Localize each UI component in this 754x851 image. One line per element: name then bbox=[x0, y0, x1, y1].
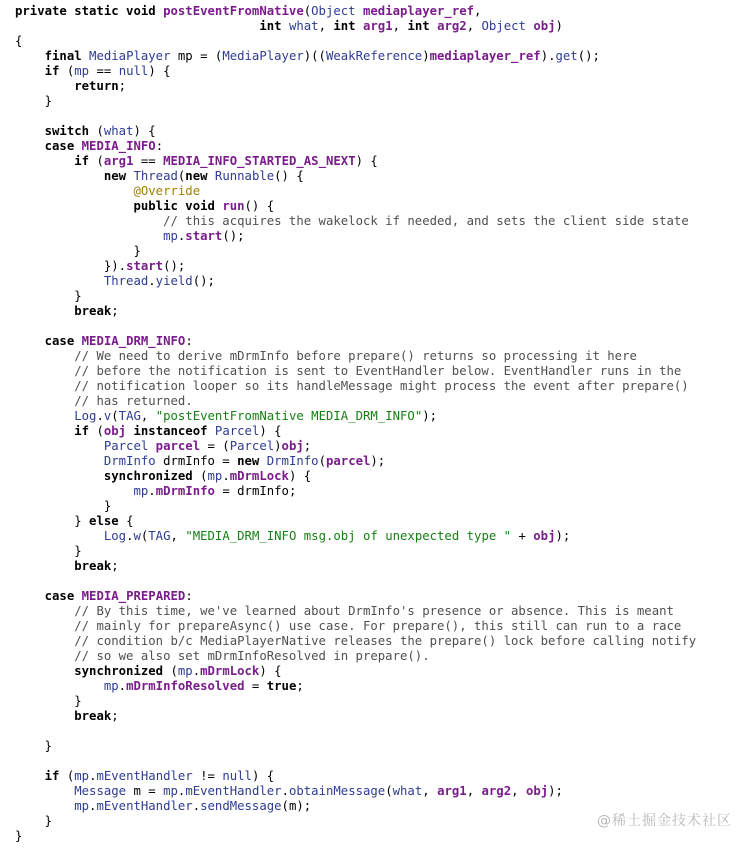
code-token: ( bbox=[303, 4, 312, 18]
code-token bbox=[15, 124, 45, 138]
code-line bbox=[15, 499, 696, 514]
code-token: instanceof bbox=[133, 424, 215, 438]
code-token: @Override bbox=[133, 184, 201, 198]
code-line bbox=[15, 139, 696, 154]
code-token: ); bbox=[422, 409, 438, 423]
code-line bbox=[15, 529, 696, 544]
code-token: DrmInfo bbox=[103, 454, 164, 468]
code-token: private static void bbox=[15, 4, 164, 18]
code-token: obj bbox=[525, 784, 549, 798]
code-token: ( bbox=[111, 409, 119, 423]
code-token: ); bbox=[555, 529, 571, 543]
code-token: ) bbox=[555, 19, 563, 33]
code-token bbox=[15, 634, 74, 648]
code-token: // By this time, we've learned about DrmInfo's presence or absence. This is meant bbox=[74, 604, 674, 618]
code-token: WeakReference bbox=[325, 49, 423, 63]
code-token bbox=[15, 304, 74, 318]
code-token: (); bbox=[222, 229, 245, 243]
code-token: MEDIA_INFO_STARTED_AS_NEXT bbox=[163, 154, 356, 168]
code-token: ; bbox=[303, 439, 312, 453]
code-token: mDrmInfoResolved bbox=[126, 679, 245, 693]
code-token: ; bbox=[111, 559, 119, 573]
code-token: what bbox=[288, 19, 319, 33]
code-token: // this acquires the wakelock if needed, and sets the client side state bbox=[163, 214, 689, 228]
code-token: : bbox=[185, 589, 193, 603]
code-token: (); bbox=[163, 259, 186, 273]
code-token: "postEventFromNative MEDIA_DRM_INFO" bbox=[155, 409, 423, 423]
code-token bbox=[15, 439, 104, 453]
code-token: MEDIA_PREPARED bbox=[81, 589, 186, 603]
code-listing bbox=[15, 4, 696, 844]
code-line bbox=[15, 694, 696, 709]
code-token: m = bbox=[133, 784, 164, 798]
code-token: Object bbox=[311, 4, 363, 18]
code-token: parcel bbox=[325, 454, 371, 468]
code-token: () { bbox=[244, 199, 275, 213]
code-token: int bbox=[333, 19, 363, 33]
code-line bbox=[15, 4, 696, 19]
code-token: , bbox=[422, 784, 438, 798]
code-token bbox=[15, 769, 45, 783]
code-token: mDrmLock bbox=[200, 664, 260, 678]
code-line bbox=[15, 79, 696, 94]
code-line bbox=[15, 634, 696, 649]
code-token: == bbox=[89, 64, 119, 78]
code-token: ; bbox=[111, 304, 119, 318]
code-token: arg1 bbox=[103, 154, 134, 168]
code-token: . bbox=[192, 799, 201, 813]
code-token: null bbox=[222, 769, 252, 783]
code-token: // notification looper so its handleMessage might process the event after prepare() bbox=[74, 379, 689, 393]
code-line bbox=[15, 169, 696, 184]
code-token bbox=[15, 589, 45, 603]
code-token: ) bbox=[274, 439, 282, 453]
code-token: Runnable bbox=[214, 169, 275, 183]
code-token: } bbox=[15, 544, 82, 558]
code-token: obj bbox=[281, 439, 304, 453]
code-token: obj bbox=[533, 529, 556, 543]
code-token: MediaPlayer bbox=[89, 49, 178, 63]
code-token: if bbox=[74, 154, 97, 168]
code-line bbox=[15, 394, 696, 409]
code-line bbox=[15, 49, 696, 64]
code-token: get bbox=[555, 49, 578, 63]
code-line bbox=[15, 199, 696, 214]
code-line bbox=[15, 289, 696, 304]
code-token: ( bbox=[66, 64, 75, 78]
code-token: DrmInfo bbox=[266, 454, 319, 468]
code-token: (m); bbox=[281, 799, 312, 813]
code-token: ( bbox=[140, 529, 149, 543]
code-token bbox=[15, 619, 74, 633]
code-token: ; bbox=[296, 679, 304, 693]
watermark-text: @稀土掘金技术社区 bbox=[597, 813, 732, 829]
code-token: } bbox=[15, 814, 53, 828]
code-line bbox=[15, 64, 696, 79]
code-token: . bbox=[177, 784, 186, 798]
code-token: ) { bbox=[259, 664, 282, 678]
code-token: mp bbox=[74, 64, 90, 78]
code-token: // has returned. bbox=[74, 394, 193, 408]
code-token: != bbox=[192, 769, 223, 783]
code-token bbox=[15, 484, 133, 498]
code-token: arg2 bbox=[481, 784, 512, 798]
code-token: ( bbox=[66, 769, 75, 783]
code-token: what bbox=[392, 784, 423, 798]
code-token: ( bbox=[200, 469, 208, 483]
code-token: } bbox=[15, 94, 53, 108]
code-token: new bbox=[185, 169, 215, 183]
code-token: mp bbox=[74, 799, 90, 813]
code-token: if bbox=[44, 769, 67, 783]
code-token: . bbox=[89, 769, 97, 783]
code-token: , bbox=[466, 784, 482, 798]
code-token: : bbox=[155, 139, 164, 153]
code-line bbox=[15, 364, 696, 379]
code-line bbox=[15, 229, 696, 244]
code-token bbox=[15, 79, 74, 93]
code-token: ); bbox=[370, 454, 386, 468]
code-token: arg2 bbox=[437, 19, 467, 33]
code-line bbox=[15, 514, 696, 529]
code-token: mDrmInfo bbox=[155, 484, 215, 498]
code-token: Thread bbox=[133, 169, 178, 183]
code-token bbox=[15, 334, 45, 348]
code-token: what bbox=[103, 124, 134, 138]
code-token: mp bbox=[133, 484, 149, 498]
code-token: sendMessage bbox=[200, 799, 282, 813]
code-token: ) bbox=[422, 49, 430, 63]
code-line bbox=[15, 439, 696, 454]
code-token: , bbox=[140, 409, 156, 423]
code-token: , bbox=[474, 4, 482, 18]
code-line bbox=[15, 469, 696, 484]
code-token: } bbox=[15, 829, 23, 843]
code-token: (); bbox=[577, 49, 600, 63]
code-token: break bbox=[74, 559, 112, 573]
code-token: = bbox=[244, 679, 267, 693]
code-token bbox=[15, 199, 133, 213]
code-token bbox=[15, 349, 74, 363]
code-token bbox=[15, 649, 74, 663]
code-line bbox=[15, 574, 696, 589]
code-token: ) { bbox=[288, 469, 312, 483]
code-token: == bbox=[133, 154, 164, 168]
code-line bbox=[15, 154, 696, 169]
code-token: postEventFromNative bbox=[163, 4, 304, 18]
code-token: MediaPlayer bbox=[222, 49, 304, 63]
code-token: parcel bbox=[155, 439, 201, 453]
code-token: null bbox=[118, 64, 149, 78]
code-line bbox=[15, 664, 696, 679]
code-token: }). bbox=[15, 259, 127, 273]
code-line bbox=[15, 559, 696, 574]
code-token: yield bbox=[155, 274, 193, 288]
code-line bbox=[15, 124, 696, 139]
code-token: ( bbox=[96, 424, 104, 438]
code-token: ) { bbox=[148, 64, 171, 78]
code-token: mEventHandler bbox=[185, 784, 282, 798]
code-line bbox=[15, 784, 696, 799]
code-token: () { bbox=[274, 169, 304, 183]
code-token: else bbox=[89, 514, 127, 528]
code-token bbox=[15, 139, 45, 153]
code-line bbox=[15, 649, 696, 664]
code-token: , bbox=[466, 19, 482, 33]
code-token: mp bbox=[103, 679, 119, 693]
code-line bbox=[15, 34, 696, 49]
code-token: if bbox=[44, 64, 67, 78]
code-token bbox=[15, 64, 45, 78]
code-token bbox=[15, 559, 74, 573]
code-token: . bbox=[281, 784, 289, 798]
code-token: Parcel bbox=[103, 439, 156, 453]
code-token: , bbox=[392, 19, 408, 33]
code-token: ; bbox=[111, 709, 119, 723]
code-token: final bbox=[44, 49, 90, 63]
code-token: // condition b/c MediaPlayerNative releases the prepare() lock before calling notify bbox=[74, 634, 697, 648]
code-token bbox=[15, 784, 74, 798]
code-token: . bbox=[126, 529, 134, 543]
code-token: ). bbox=[540, 49, 556, 63]
code-line bbox=[15, 769, 696, 784]
code-line bbox=[15, 604, 696, 619]
code-line bbox=[15, 379, 696, 394]
code-token: ) { bbox=[355, 154, 378, 168]
code-token: { bbox=[126, 514, 134, 528]
code-token: break bbox=[74, 304, 112, 318]
code-token: } bbox=[15, 289, 82, 303]
code-token: start bbox=[185, 229, 223, 243]
code-token: mp bbox=[177, 664, 193, 678]
code-token bbox=[15, 274, 104, 288]
code-token: TAG bbox=[118, 409, 141, 423]
code-token: . bbox=[148, 484, 156, 498]
code-token bbox=[15, 154, 74, 168]
code-line bbox=[15, 709, 696, 724]
code-token: . bbox=[118, 679, 127, 693]
code-line bbox=[15, 304, 696, 319]
code-token: synchronized bbox=[74, 664, 171, 678]
code-token: // before the notification is sent to EventHandler below. EventHandler runs in the bbox=[74, 364, 682, 378]
code-token: MEDIA_INFO bbox=[81, 139, 156, 153]
code-line bbox=[15, 739, 696, 754]
code-token: . bbox=[96, 409, 104, 423]
code-token: } bbox=[15, 499, 112, 513]
code-token bbox=[15, 469, 104, 483]
code-token: true bbox=[266, 679, 297, 693]
code-token: int bbox=[407, 19, 438, 33]
code-line bbox=[15, 319, 696, 334]
code-token: mEventHandler bbox=[96, 769, 193, 783]
code-token: } bbox=[15, 514, 90, 528]
code-token: case bbox=[44, 589, 82, 603]
code-line bbox=[15, 94, 696, 109]
code-token: } bbox=[15, 739, 53, 753]
code-token: // We need to derive mDrmInfo before prepare() returns so processing it here bbox=[74, 349, 637, 363]
code-token: )(( bbox=[303, 49, 326, 63]
code-token: . bbox=[177, 229, 186, 243]
code-token bbox=[15, 19, 259, 33]
code-token: obj bbox=[103, 424, 134, 438]
code-token: ) { bbox=[259, 424, 282, 438]
code-token: Parcel bbox=[214, 424, 260, 438]
code-token bbox=[15, 454, 104, 468]
code-line bbox=[15, 349, 696, 364]
code-line bbox=[15, 484, 696, 499]
code-line bbox=[15, 829, 696, 844]
code-token: ( bbox=[96, 124, 104, 138]
code-token: ; bbox=[118, 79, 127, 93]
code-token: break bbox=[74, 709, 112, 723]
code-token: mDrmLock bbox=[229, 469, 289, 483]
code-token: { bbox=[15, 34, 23, 48]
code-token: v bbox=[103, 409, 112, 423]
code-token bbox=[15, 409, 74, 423]
code-token: , bbox=[318, 19, 334, 33]
code-line bbox=[15, 19, 696, 34]
code-token bbox=[15, 679, 104, 693]
code-token: switch bbox=[44, 124, 97, 138]
code-token: ) { bbox=[133, 124, 156, 138]
code-line bbox=[15, 679, 696, 694]
code-token: . bbox=[89, 799, 97, 813]
code-token: arg1 bbox=[437, 784, 467, 798]
code-token: Log bbox=[103, 529, 127, 543]
code-token: drmInfo = bbox=[163, 454, 238, 468]
code-token: mEventHandler bbox=[96, 799, 193, 813]
code-token: obj bbox=[533, 19, 556, 33]
code-line bbox=[15, 334, 696, 349]
code-token: . bbox=[192, 664, 201, 678]
code-token: mp bbox=[163, 229, 178, 243]
code-line bbox=[15, 109, 696, 124]
code-line bbox=[15, 409, 696, 424]
code-token: ( bbox=[96, 154, 104, 168]
code-line bbox=[15, 259, 696, 274]
code-token: = ( bbox=[200, 439, 230, 453]
code-token: public void bbox=[133, 199, 223, 213]
code-token: . bbox=[148, 274, 156, 288]
code-token: Thread bbox=[103, 274, 149, 288]
code-token: case bbox=[44, 334, 82, 348]
code-token: Object bbox=[481, 19, 534, 33]
code-token: + bbox=[511, 529, 534, 543]
code-token bbox=[15, 424, 74, 438]
code-token: . bbox=[222, 469, 230, 483]
code-token: Message bbox=[74, 784, 134, 798]
code-token bbox=[15, 364, 74, 378]
code-token bbox=[15, 184, 133, 198]
code-token: ); bbox=[548, 784, 563, 798]
code-token bbox=[15, 214, 163, 228]
code-token: mp bbox=[163, 784, 178, 798]
code-token: mp bbox=[74, 769, 90, 783]
code-token bbox=[15, 604, 74, 618]
code-token: ( bbox=[385, 784, 393, 798]
code-token: // so we also set mDrmInfoResolved in prepare(). bbox=[74, 649, 430, 663]
code-line bbox=[15, 184, 696, 199]
code-line bbox=[15, 814, 696, 829]
code-token bbox=[15, 379, 74, 393]
code-token bbox=[15, 799, 74, 813]
code-token: } bbox=[15, 244, 141, 258]
code-token: Log bbox=[74, 409, 97, 423]
code-token: int bbox=[259, 19, 289, 33]
code-token: mediaplayer_ref bbox=[362, 4, 475, 18]
code-token: arg1 bbox=[363, 19, 393, 33]
code-token: mediaplayer_ref bbox=[429, 49, 541, 63]
code-token: , bbox=[511, 784, 526, 798]
code-token: ( bbox=[170, 664, 178, 678]
code-line bbox=[15, 589, 696, 604]
code-line bbox=[15, 424, 696, 439]
code-token: : bbox=[185, 334, 193, 348]
code-line bbox=[15, 274, 696, 289]
code-line bbox=[15, 214, 696, 229]
code-line bbox=[15, 799, 696, 814]
code-token bbox=[15, 709, 74, 723]
code-token bbox=[15, 169, 104, 183]
code-line bbox=[15, 454, 696, 469]
code-token bbox=[15, 664, 74, 678]
code-token: new bbox=[237, 454, 267, 468]
code-token: , bbox=[170, 529, 186, 543]
code-token: if bbox=[74, 424, 97, 438]
code-token: ( bbox=[318, 454, 326, 468]
code-line bbox=[15, 244, 696, 259]
code-token: new bbox=[103, 169, 134, 183]
code-token: ) { bbox=[251, 769, 275, 783]
code-token: return bbox=[74, 79, 119, 93]
code-token: (); bbox=[192, 274, 215, 288]
code-token bbox=[15, 529, 104, 543]
code-token: obtainMessage bbox=[288, 784, 386, 798]
code-token bbox=[15, 49, 45, 63]
code-token: mp = ( bbox=[177, 49, 223, 63]
code-token: ( bbox=[177, 169, 186, 183]
code-token: mp bbox=[207, 469, 223, 483]
code-token: } bbox=[15, 694, 82, 708]
code-line bbox=[15, 754, 696, 769]
code-token: = drmInfo; bbox=[214, 484, 297, 498]
code-line bbox=[15, 724, 696, 739]
code-token: Parcel bbox=[229, 439, 275, 453]
code-token: // mainly for prepareAsync() use case. For prepare(), this still can run to a race bbox=[74, 619, 682, 633]
code-token: run bbox=[222, 199, 245, 213]
code-token: start bbox=[126, 259, 164, 273]
code-token: synchronized bbox=[103, 469, 201, 483]
code-token bbox=[15, 394, 74, 408]
code-token bbox=[15, 229, 163, 243]
code-line bbox=[15, 619, 696, 634]
code-token: w bbox=[133, 529, 141, 543]
code-token: MEDIA_DRM_INFO bbox=[81, 334, 186, 348]
code-line bbox=[15, 544, 696, 559]
code-token: "MEDIA_DRM_INFO msg.obj of unexpected type " bbox=[185, 529, 512, 543]
code-token: TAG bbox=[148, 529, 171, 543]
code-token: case bbox=[44, 139, 82, 153]
